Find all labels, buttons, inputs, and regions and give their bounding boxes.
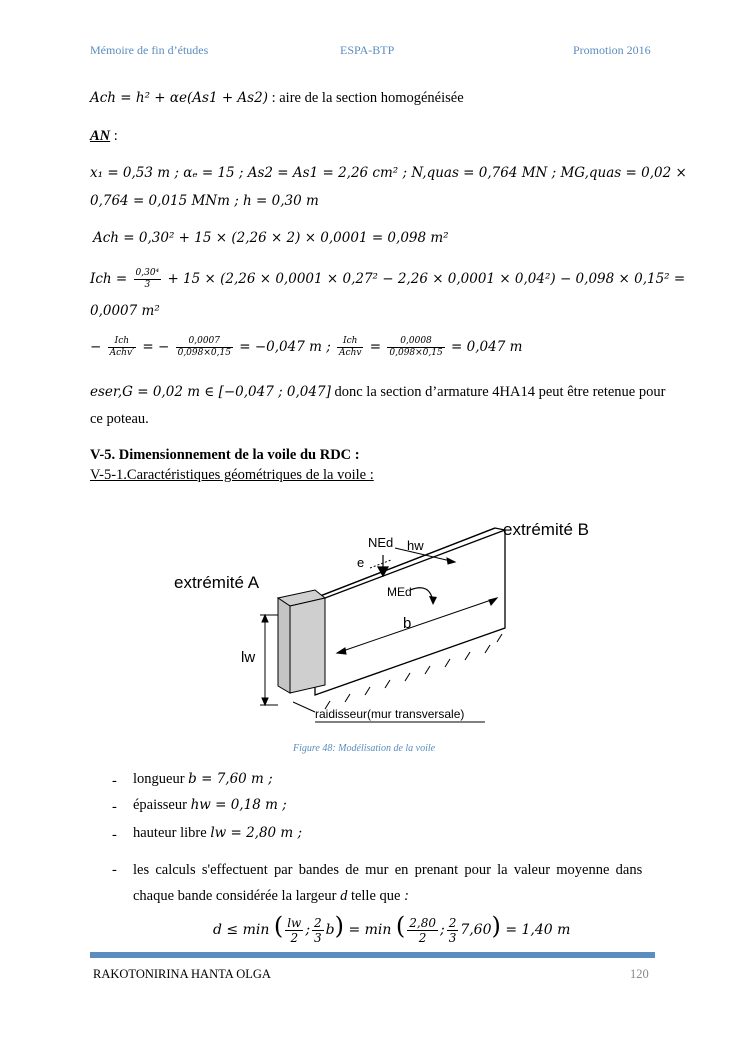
stiffener-end-a [278,590,325,693]
footer-rule [90,952,655,958]
label-lw: lw [241,649,256,666]
label-e: e [357,555,365,570]
fraction-h4-3 [134,268,162,291]
item-label: hauteur libre [133,825,211,841]
list-item-length [133,771,273,788]
fraction-numeric-b [387,336,444,359]
label-extremite-a: extrémité A [174,573,260,592]
header-left: Mémoire de fin d’études [90,43,209,57]
subsection-title: V-5-1.Caractéristiques géométriques de la voile : [90,467,374,483]
fraction-den: 2 [290,930,299,945]
fraction-num: 2 [448,915,457,930]
fraction-den: 2 [418,930,427,945]
fraction-num: Ich [108,336,136,348]
list-item-bands-line1: les calculs s'effectuent par bandes de mur en prenant pour la valeur moyenne dans [133,862,643,878]
an-heading [90,128,118,145]
var-b: b [325,922,335,938]
fraction-den: 3 [314,930,322,945]
bullet: - [112,827,117,843]
fraction-2-3 [312,916,324,945]
minus-sign: − [90,339,102,355]
fraction-lw-2 [285,916,303,945]
fraction-den: Achv′ [109,348,135,358]
bullet: - [112,799,117,815]
equals: = [369,339,382,355]
conclusion-line2: ce poteau. [90,411,149,427]
an-values-line2: 0,764 = 0,015 MNm ; h = 0,30 m [90,193,319,209]
formula-eq-min: = min [348,922,392,938]
page-number: 120 [630,967,649,981]
wall-body [315,528,505,695]
header-right: Promotion 2016 [573,43,651,57]
conclusion-line1 [90,384,665,401]
label-raidisseur: raidisseur(mur transversale) [315,707,465,721]
fraction-2-3 [447,916,459,945]
semicolon: ; [305,922,311,938]
formula-ich-rest: + 15 × (2,26 × 0,0001 × 0,27² − 2,26 × 0,0001 × 0,04²) − 0,098 × 0,15² = [167,271,686,287]
label-med: MEd [387,585,412,599]
formula-result: = 1,40 m [505,922,571,938]
result-negative: = −0,047 m ; [239,339,331,355]
raidisseur-leader [293,702,315,712]
item-value: b = 7,60 m ; [188,771,273,787]
lw-dimension [260,615,278,705]
fraction-num: 2,80 [409,915,436,930]
value-760: 7,60 [460,922,492,938]
formula-lead: d ≤ min [213,922,270,938]
list-item-height [133,825,302,842]
fraction-num: 0,0007 [176,336,233,348]
list-item-thickness [133,797,287,814]
fraction-den: 3 [144,280,151,290]
formula-ach-text: : aire de la section homogénéisée [267,90,464,106]
label-b: b [403,615,412,632]
formula-eccentricity-limits [90,336,522,359]
fraction-den: Achv [339,348,362,358]
item-label: longueur [133,771,189,787]
label-extremite-b: extrémité B [503,520,589,539]
fraction-ich-achv [337,336,363,359]
item-value: lw = 2,80 m ; [210,825,303,841]
an-values-line1: x₁ = 0,53 m ; αₑ = 15 ; As2 = As1 = 2,26 cm² ; N,quas = 0,764 MN ; MG,quas = 0,02 × [90,165,687,181]
formula-ach: Ach = h² + αe(As1 + As2) [90,90,268,106]
text-a: chaque bande considérée la largeur [133,888,341,904]
item-value: hw = 0,18 m ; [190,797,287,813]
label-hw: hw [407,538,424,553]
formula-d-min: d ≤ min ( $\frac{lw}{2}$ ; $\frac{2}{3}$ b) = min ( $\frac{2,80}{2}$ ; $\frac{2}{3}$ 7,60) = 1,40 m [213,912,571,945]
fraction-num: 2 [314,915,322,930]
bullet: - [112,862,117,878]
semicolon: ; [439,922,445,938]
conclusion-text: donc la section d’armature 4HA14 peut être retenue pour [330,384,666,400]
label-ned: NEd [368,535,394,550]
wall-diagram [165,510,625,740]
formula-ich-lead: Ich = [90,271,128,287]
an-colon: : [110,128,118,144]
fraction-ich-achv-prime [108,336,136,359]
header-center: ESPA-BTP [340,43,395,57]
formula-ach-definition [90,90,464,107]
formula-ich-result: 0,0007 m² [90,303,160,319]
item-label: épaisseur [133,797,191,813]
section-title: V-5. Dimensionnement de la voile du RDC : [90,447,360,463]
fraction-num: 0,0008 [387,336,444,348]
colon: : [404,888,409,904]
fraction-num: lw [287,915,302,930]
fraction-num: 0,30⁴ [135,268,160,278]
figure-caption: Figure 48: Modélisation de la voile [293,743,436,754]
equals-minus: = − [142,339,170,355]
result-positive: = 0,047 m [451,339,523,355]
formula-ach-numeric: Ach = 0,30² + 15 × (2,26 × 2) × 0,0001 = 0,098 m² [93,230,449,246]
fraction-den: 3 [448,930,457,945]
list-item-bands-line2 [133,888,409,905]
var-d: d [340,888,348,904]
footer-author: RAKOTONIRINA HANTA OLGA [93,967,271,981]
bullet: - [112,773,117,789]
fraction-num: Ich [337,336,363,348]
fraction-den: 0,098×0,15 [177,348,231,358]
text-b: telle que [347,888,405,904]
fraction-280-2 [407,916,438,945]
formula-ich [90,268,685,291]
eccentricity-check: eser,G = 0,02 m ∈ [−0,047 ; 0,047] [90,384,331,400]
fraction-den: 0,098×0,15 [389,348,443,358]
an-label: AN [90,128,111,144]
fraction-numeric-a [176,336,233,359]
